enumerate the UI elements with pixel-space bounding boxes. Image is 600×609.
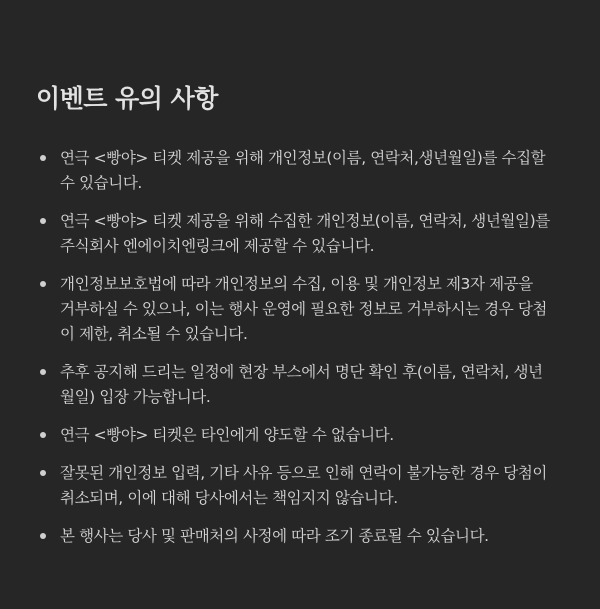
notice-line: 수 있습니다.: [60, 174, 142, 192]
notice-line: 추후 공지해 드리는 일정에 현장 부스에서 명단 확인 후(이름, 연락처, 생년: [60, 363, 543, 381]
notice-line: 잘못된 개인정보 입력, 기타 사유 등으로 인해 연락이 불가능한 경우 당첨이: [60, 464, 547, 482]
bullet-dot-icon: [40, 470, 46, 476]
notice-line: 개인정보보호법에 따라 개인정보의 수집, 이용 및 개인정보 제3자 제공을: [60, 275, 533, 293]
notice-line: 주식회사 엔에이치엔링크에 제공할 수 있습니다.: [60, 237, 375, 255]
bullet-dot-icon: [40, 432, 46, 438]
bullet-dot-icon: [40, 155, 46, 161]
notice-title: 이벤트 유의 사항: [36, 84, 218, 113]
notice-line: 월일) 입장 가능합니다.: [60, 388, 211, 406]
notice-line: 연극 <빵야> 티켓은 타인에게 양도할 수 없습니다.: [60, 426, 394, 444]
notice-item: [36, 146, 570, 196]
notice-item: [36, 423, 570, 448]
bullet-dot-icon: [40, 533, 46, 539]
notice-list: [36, 146, 570, 549]
notice-line: 연극 <빵야> 티켓 제공을 위해 수집한 개인정보(이름, 연락처, 생년월일)를: [60, 212, 550, 230]
notice-item: [36, 461, 570, 511]
notice-item: [36, 524, 570, 549]
notice-line: 이 제한, 취소될 수 있습니다.: [60, 325, 248, 343]
notice-line: 거부하실 수 있으나, 이는 행사 운영에 필요한 정보로 거부하시는 경우 당첨: [60, 300, 547, 318]
notice-line: 취소되며, 이에 대해 당사에서는 책임지지 않습니다.: [60, 489, 398, 507]
notice-line: 연극 <빵야> 티켓 제공을 위해 개인정보(이름, 연락처,생년월일)를 수집할: [60, 149, 546, 167]
bullet-dot-icon: [40, 281, 46, 287]
notice-item: [36, 272, 570, 347]
bullet-dot-icon: [40, 369, 46, 375]
notice-item: [36, 209, 570, 259]
notice-line: 본 행사는 당사 및 판매처의 사정에 따라 조기 종료될 수 있습니다.: [60, 527, 489, 545]
notice-item: [36, 360, 570, 410]
bullet-dot-icon: [40, 218, 46, 224]
